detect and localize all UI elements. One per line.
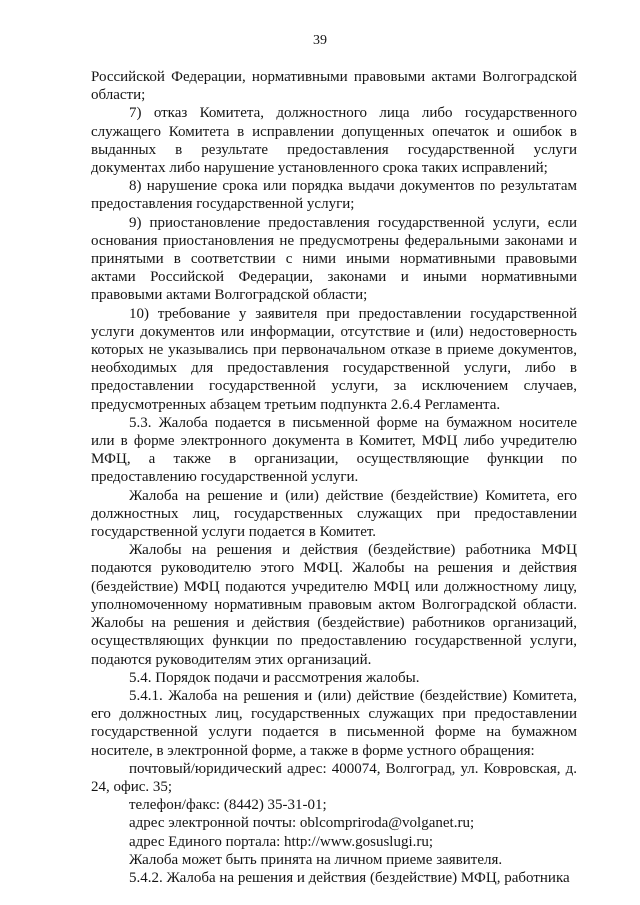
paragraph-5-3: 5.3. Жалоба подается в письменной форме на бумажном носителе или в форме электронного документа в Комитет, МФЦ либо учредителю МФЦ, а также в организации, осуществляющие функции по предоставлению государственной услуги.	[91, 414, 577, 486]
paragraph-continuation: Российской Федерации, нормативными правовыми актами Волгоградской области;	[91, 69, 577, 104]
paragraph-item-8: 8) нарушение срока или порядка выдачи документов по результатам предоставления государственной услуги;	[91, 178, 577, 213]
document-body	[91, 68, 577, 887]
paragraph-item-10: 10) требование у заявителя при предоставлении государственной услуги документов или информации, отсутствие и (или) недостоверность которых не указывались при первоначальном отказе в приеме документов, необходимых для предоставления государственной услуги, либо в предоставлении государственной услуги, за исключением случаев, предусмотренных абзацем третьим подпункта 2.6.4 Регламента.	[91, 305, 577, 413]
paragraph-item-9: 9) приостановление предоставления государственной услуги, если основания приостановления не предусмотрены федеральными законами и принятыми в соответствии с ними иными нормативными правовыми актами Российской Федерации, законами и иными нормативными правовыми актами Волгоградской области;	[91, 214, 577, 304]
paragraph-5-4-1: 5.4.1. Жалоба на решения и (или) действие (бездействие) Комитета, его должностных лиц, государственных служащих при предоставлении государственной услуги подается в письменной форме на бумажном носителе, в электронной форме, а также в форме устного обращения:	[91, 687, 577, 759]
paragraph-complaint-committee: Жалоба на решение и (или) действие (бездействие) Комитета, его должностных лиц, государственных служащих при предоставлении государственной услуги подается в Комитет.	[91, 487, 577, 541]
portal-address: адрес Единого портала: http://www.gosuslugi.ru;	[129, 833, 434, 850]
postal-address: почтовый/юридический адрес: 400074, Волгоград, ул. Ковровская, д. 24, офис. 35;	[91, 760, 577, 795]
paragraph-5-4: 5.4. Порядок подачи и рассмотрения жалобы.	[129, 669, 420, 686]
paragraph-complaint-mfc: Жалобы на решения и действия (бездействие) работника МФЦ подаются руководителю этого МФЦ. Жалобы на решения и действия (бездействие) МФЦ подаются учредителю МФЦ или должностному лицу, уполномоченному нормативным правовым актом Волгоградской области. Жалобы на решения и действия (бездействие) работников организаций, осуществляющих функции по предоставлению государственной услуги, подаются руководителям этих организаций.	[91, 542, 577, 668]
email-address: адрес электронной почты: oblcompriroda@volganet.ru;	[129, 815, 475, 832]
personal-reception-note: Жалоба может быть принята на личном приеме заявителя.	[129, 851, 503, 868]
paragraph-item-7: 7) отказ Комитета, должностного лица либо государственного служащего Комитета в исправлении допущенных опечаток и ошибок в выданных в результате предоставления государственной услуги документах либо нарушение установленного срока таких исправлений;	[91, 105, 577, 177]
page-number: 39	[313, 33, 327, 48]
phone-fax: телефон/факс: (8442) 35-31-01;	[129, 797, 327, 814]
paragraph-5-4-2: 5.4.2. Жалоба на решения и действия (бездействие) МФЦ, работника	[129, 869, 570, 886]
